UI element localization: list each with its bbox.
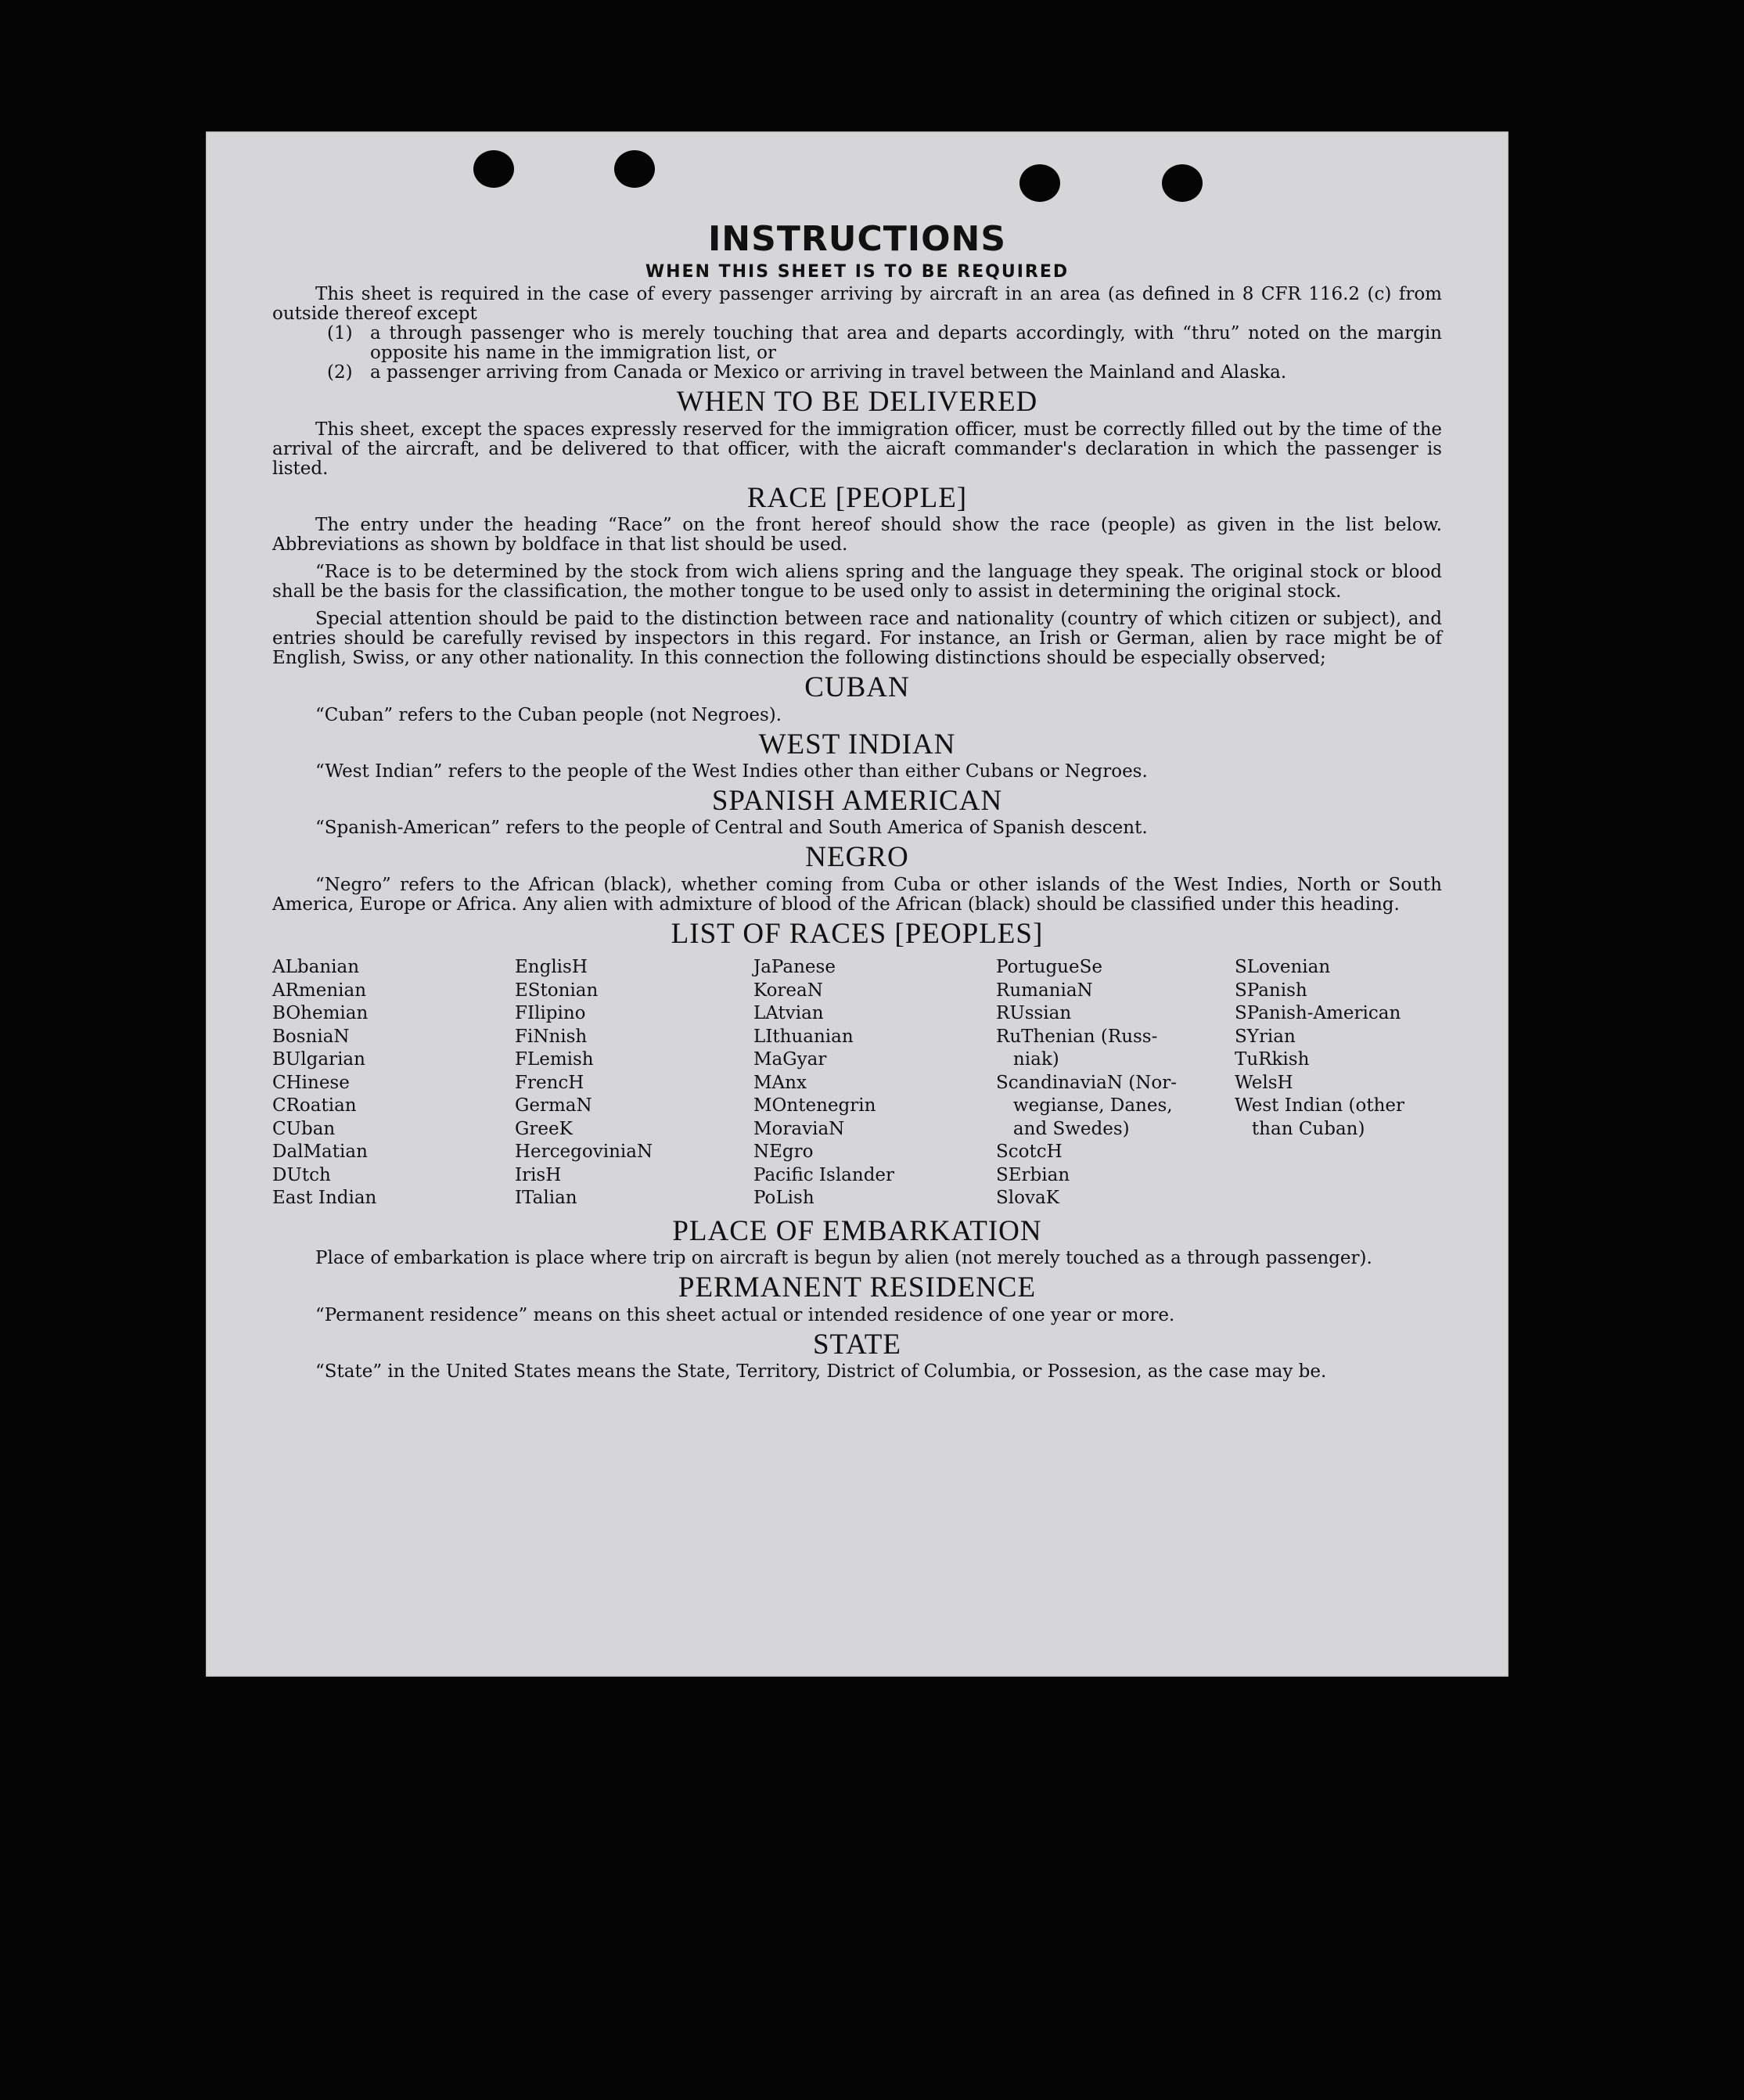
race-list-item: PortugueSe xyxy=(996,957,1102,978)
race-column xyxy=(272,956,515,1210)
race-list-item: FIlipino xyxy=(515,1003,586,1024)
instructions-content xyxy=(272,221,1442,1382)
section-heading-race-list: LIST OF RACES [PEOPLES] xyxy=(671,917,1044,950)
race-paragraph: Special attention should be paid to the distinction between race and nationality (country of which citizen or subject), and entries should be carefully revised by inspectors in this regard. For instance, an Irish or German, alien by race might be of English, Swiss, or any other nationality. In this connection the following distinctions should be especially observed; xyxy=(272,609,1442,669)
race-list-item: HercegoviniaN xyxy=(515,1142,653,1163)
race-paragraph: The entry under the heading “Race” on the front hereof should show the race (people) as given in the list below. Abbreviations as shown by boldface in that list should be used. xyxy=(272,515,1442,556)
race-list-item: JaPanese xyxy=(753,957,836,978)
race-list-item: MaGyar xyxy=(753,1049,827,1070)
race-list-item: ARmenian xyxy=(272,980,367,1001)
section-heading-west-indian: WEST INDIAN xyxy=(758,728,956,761)
race-list-item: SPanish-American xyxy=(1235,1003,1401,1024)
race-list-item: GreeK xyxy=(515,1118,573,1139)
section-heading-embarkation: PLACE OF EMBARKATION xyxy=(672,1214,1042,1247)
race-list-item: RUssian xyxy=(996,1003,1072,1024)
exception-text: a through passenger who is merely touching that area and departs accordingly, with “thru” noted on the margin opposite his name in the immigration list, or xyxy=(370,323,1442,364)
section-heading-negro: NEGRO xyxy=(805,841,909,874)
race-list-item: than Cuban) xyxy=(1235,1118,1365,1139)
race-list-item: DalMatian xyxy=(272,1142,368,1163)
exception-item xyxy=(327,324,1442,363)
race-list-item: MAnx xyxy=(753,1072,807,1093)
section-heading-delivered: WHEN TO BE DELIVERED xyxy=(676,386,1038,419)
race-list-item: FLemish xyxy=(515,1049,594,1070)
race-list-item: RuThenian (Russ- xyxy=(996,1026,1158,1047)
race-list-item: Pacific Islander xyxy=(753,1164,895,1185)
delivered-paragraph: This sheet, except the spaces expressly reserved for the immigration officer, must be correctly filled out by the time of the arrival of the aircraft, and be delivered to that officer, with the aicraft commander's declaration in which the passenger is listed. xyxy=(272,419,1442,479)
embarkation-paragraph: Place of embarkation is place where trip on aircraft is begun by alien (not merely touched as a through passenger). xyxy=(315,1248,1372,1269)
punch-hole xyxy=(473,150,514,188)
race-list-item: IrisH xyxy=(515,1164,562,1185)
race-list-item: West Indian (other xyxy=(1235,1095,1405,1117)
exception-number: (2) xyxy=(327,362,353,383)
residence-paragraph: “Permanent residence” means on this sheet actual or intended residence of one year or more. xyxy=(315,1304,1175,1325)
race-list-item: DUtch xyxy=(272,1164,331,1185)
race-list-item: wegianse, Danes, xyxy=(996,1095,1173,1117)
section-heading-residence: PERMANENT RESIDENCE xyxy=(678,1271,1037,1304)
race-list-item: FiNnish xyxy=(515,1026,588,1047)
race-list-item: FrencH xyxy=(515,1072,584,1093)
race-column xyxy=(1235,956,1454,1210)
race-list-item: WelsH xyxy=(1235,1072,1293,1093)
race-list-item: and Swedes) xyxy=(996,1118,1130,1139)
race-list-item: LAtvian xyxy=(753,1003,824,1024)
exception-item xyxy=(327,363,1442,383)
race-column xyxy=(753,956,996,1210)
section-heading-spanish-american: SPANISH AMERICAN xyxy=(711,784,1003,817)
race-list-item: SLovenian xyxy=(1235,957,1331,978)
race-list-item: SPanish xyxy=(1235,980,1307,1001)
race-list-item: MOntenegrin xyxy=(753,1095,876,1117)
punch-hole xyxy=(1019,164,1060,202)
race-list-item: BosniaN xyxy=(272,1026,350,1047)
punch-hole xyxy=(1162,164,1203,202)
race-list-item: ITalian xyxy=(515,1188,577,1209)
race-list-item: PoLish xyxy=(753,1188,814,1209)
race-list-item: BUlgarian xyxy=(272,1049,365,1070)
section-heading-cuban: CUBAN xyxy=(804,671,910,704)
race-list-item: ScandinaviaN (Nor- xyxy=(996,1072,1177,1093)
race-list-item: EStonian xyxy=(515,980,599,1001)
race-list-item: KoreaN xyxy=(753,980,823,1001)
west-indian-paragraph: “West Indian” refers to the people of the West Indies other than either Cubans or Negroes. xyxy=(315,761,1148,782)
exception-number: (1) xyxy=(327,323,353,344)
race-list-item: SYrian xyxy=(1235,1026,1296,1047)
race-list xyxy=(272,956,1442,1210)
instruction-sheet xyxy=(206,131,1508,1677)
race-list-item: EnglisH xyxy=(515,957,588,978)
section-heading-race: RACE [PEOPLE] xyxy=(746,481,968,514)
race-column xyxy=(996,956,1235,1210)
race-list-item: niak) xyxy=(996,1049,1059,1070)
race-list-item: CRoatian xyxy=(272,1095,357,1117)
race-list-item: MoraviaN xyxy=(753,1118,845,1139)
spanish-american-paragraph: “Spanish-American” refers to the people of Central and South America of Spanish descent. xyxy=(315,818,1148,839)
page-title: INSTRUCTIONS xyxy=(707,219,1007,259)
race-list-item: NEgro xyxy=(753,1142,814,1163)
race-list-item: TuRkish xyxy=(1235,1049,1310,1070)
page-subtitle: WHEN THIS SHEET IS TO BE REQUIRED xyxy=(645,262,1070,282)
section-heading-state: STATE xyxy=(812,1328,902,1361)
exception-text: a passenger arriving from Canada or Mexico or arriving in travel between the Mainland and Alaska. xyxy=(370,362,1287,383)
race-list-item: ScotcH xyxy=(996,1142,1063,1163)
race-list-item: ALbanian xyxy=(272,957,360,978)
intro-paragraph: This sheet is required in the case of every passenger arriving by aircraft in an area (as defined in 8 CFR 116.2 (c) from outside thereof except xyxy=(272,284,1442,325)
race-list-item: SlovaK xyxy=(996,1188,1059,1209)
state-paragraph: “State” in the United States means the State, Territory, District of Columbia, or Possesion, as the case may be. xyxy=(315,1361,1327,1383)
race-list-item: GermaN xyxy=(515,1095,592,1117)
race-column xyxy=(515,956,753,1210)
race-list-item: CUban xyxy=(272,1118,336,1139)
race-list-item: East Indian xyxy=(272,1188,377,1209)
race-paragraph: “Race is to be determined by the stock from wich aliens spring and the language they speak. The original stock or blood shall be the basis for the classification, the mother tongue to be used only to assist in determining the original stock. xyxy=(272,562,1442,602)
cuban-paragraph: “Cuban” refers to the Cuban people (not Negroes). xyxy=(315,704,782,725)
negro-paragraph: “Negro” refers to the African (black), whether coming from Cuba or other islands of the West Indies, North or South America, Europe or Africa. Any alien with admixture of blood of the African (black) should be classified under this heading. xyxy=(272,874,1442,915)
punch-hole xyxy=(614,150,655,188)
race-list-item: RumaniaN xyxy=(996,980,1093,1001)
race-list-item: CHinese xyxy=(272,1072,350,1093)
race-list-item: LIthuanian xyxy=(753,1026,854,1047)
race-list-item: BOhemian xyxy=(272,1003,369,1024)
race-list-item: SErbian xyxy=(996,1164,1070,1185)
